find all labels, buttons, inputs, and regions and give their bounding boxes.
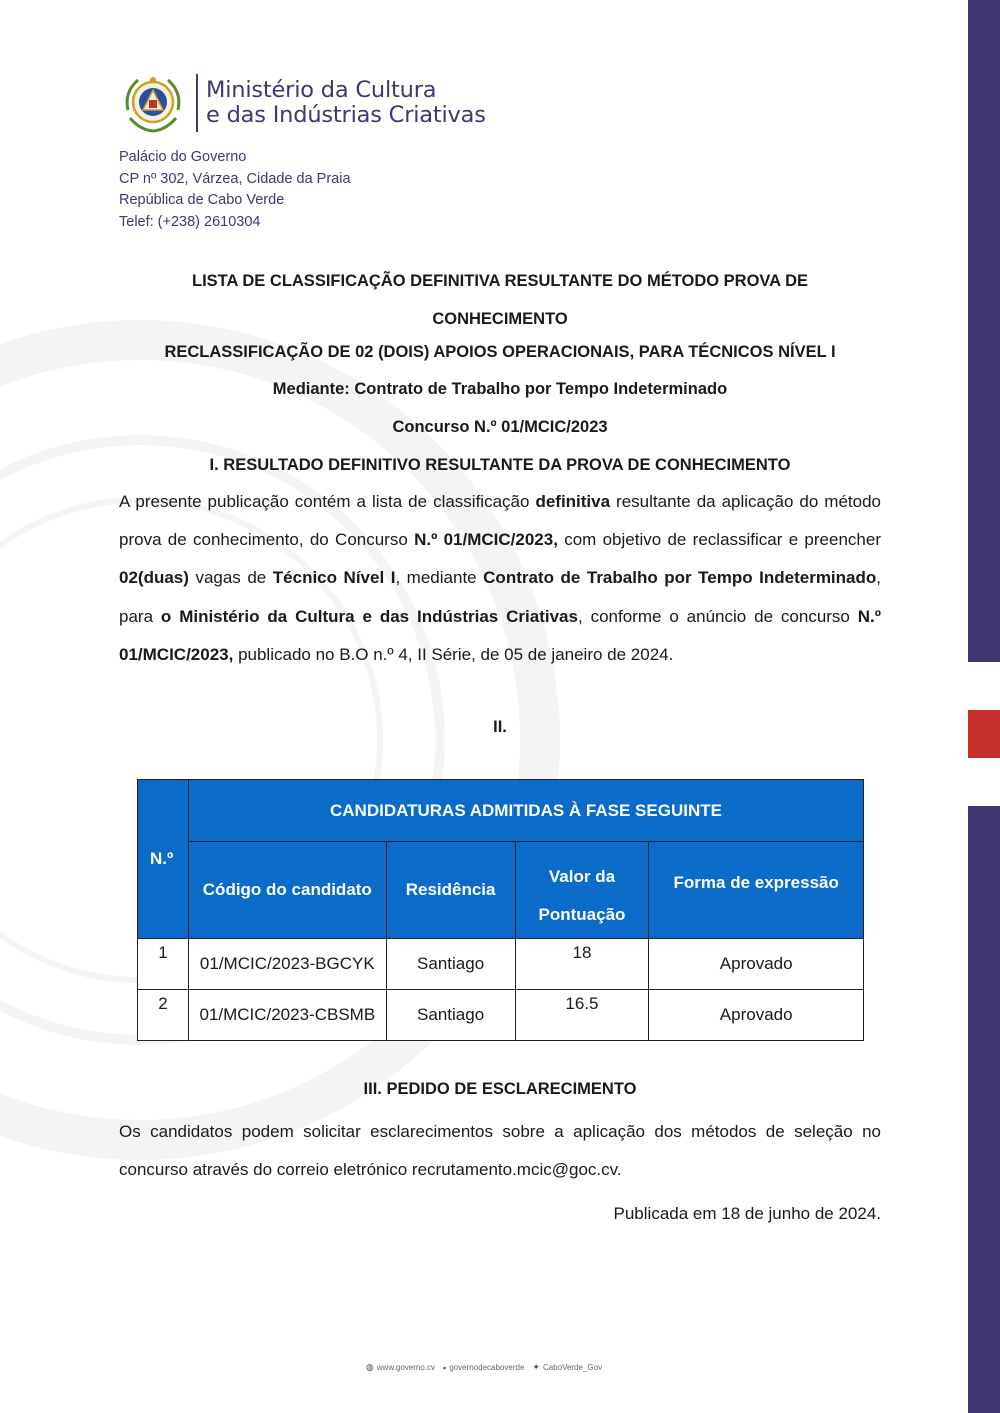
side-bar-top [968, 0, 1000, 662]
intro-bold: N.º 01/MCIC/2023, [119, 606, 881, 664]
clarification-paragraph: Os candidatos podem solicitar esclarecimentos sobre a aplicação dos métodos de seleção no concurso através do correio eletrónico recrutamento.mcic@goc.cv. [119, 1122, 881, 1180]
ministry-name [206, 78, 486, 128]
intro-bold: Contrato de Trabalho por Tempo Indeterminado [483, 568, 877, 588]
address-line: Telef: (+238) 2610304 [119, 213, 261, 230]
side-bar-bottom [968, 806, 1000, 1413]
section-heading-3: III. PEDIDO DE ESCLARECIMENTO [363, 1080, 637, 1098]
header-score-line1: Valor da [548, 867, 616, 886]
ministry-name-line1: Ministério da Cultura [206, 77, 437, 103]
intro-text: publicado no B.O n.º 4, II Série, de 05 de janeiro de 2024. [233, 644, 674, 664]
intro-text: , conforme o anúncio de concurso [577, 606, 858, 626]
ministry-name-line2: e das Indústrias Criativas [206, 102, 486, 128]
subtitle-contest: Concurso N.º 01/MCIC/2023 [392, 418, 608, 436]
cell-code: 01/MCIC/2023-CBSMB [188, 990, 386, 1041]
header-score-line2: Pontuação [538, 905, 626, 924]
section-heading-1: I. RESULTADO DEFINITIVO RESULTANTE DA PROVA DE CONHECIMENTO [209, 456, 791, 474]
results-table [137, 779, 864, 1041]
header-expression: Forma de expressão [649, 842, 864, 939]
cell-number: 1 [138, 939, 189, 990]
subtitle-reclassification: RECLASSIFICAÇÃO DE 02 (DOIS) APOIOS OPERACIONAIS, PARA TÉCNICOS NÍVEL I [164, 343, 836, 361]
cell-residence: Santiago [386, 939, 515, 990]
address-block [119, 147, 351, 233]
intro-paragraph [119, 483, 881, 674]
section-heading-2: II. [493, 718, 507, 736]
side-bar-red [968, 710, 1000, 758]
subtitle-contract: Mediante: Contrato de Trabalho por Tempo Indeterminado [272, 380, 728, 398]
footer-twitter[interactable] [532, 1362, 602, 1373]
header-residence: Residência [386, 842, 515, 939]
cell-expression: Aprovado [649, 990, 864, 1041]
intro-text: vagas de [188, 568, 273, 588]
table-row [138, 990, 864, 1041]
coat-of-arms-icon [120, 70, 186, 136]
document-title [119, 262, 881, 338]
cell-score: 16.5 [515, 990, 649, 1041]
footer-facebook-text: governodecaboverde [449, 1363, 525, 1372]
header-number: N.º [138, 780, 189, 939]
header-code: Código do candidato [188, 842, 386, 939]
footer-twitter-text: CaboVerde_Gov [542, 1363, 603, 1372]
twitter-icon: ✦ [532, 1362, 540, 1372]
footer-website-text: www.governo.cv [376, 1363, 436, 1372]
header-score [515, 842, 649, 939]
table-subheader-row [138, 842, 864, 939]
address-line: República de Cabo Verde [119, 192, 285, 208]
cell-code: 01/MCIC/2023-BGCYK [188, 939, 386, 990]
footer [0, 1362, 968, 1373]
intro-text: A presente publicação contém a lista de classificação [119, 492, 536, 511]
intro-bold: Técnico Nível I [272, 568, 396, 588]
title-line1: LISTA DE CLASSIFICAÇÃO DEFINITIVA RESULTANTE DO MÉTODO PROVA DE [191, 272, 808, 290]
intro-bold: N.º 01/MCIC/2023, [414, 530, 558, 550]
intro-text: resultante da aplicação do método prova de conhecimento, do Concurso [119, 492, 881, 550]
header-divider [196, 74, 198, 132]
cell-number: 2 [138, 990, 189, 1041]
cell-residence: Santiago [386, 990, 515, 1041]
cell-expression: Aprovado [649, 939, 864, 990]
footer-website[interactable] [366, 1362, 435, 1373]
footer-facebook[interactable] [443, 1363, 524, 1373]
title-line2: CONHECIMENTO [432, 310, 568, 328]
intro-text: , para [119, 568, 882, 626]
globe-icon: ◍ [365, 1362, 374, 1372]
intro-bold: o Ministério da Cultura e das Indústrias Criativas [160, 606, 578, 626]
facebook-icon: ▪ [443, 1362, 447, 1373]
ministry-header [120, 68, 486, 138]
table-row [138, 939, 864, 990]
intro-text: , mediante [395, 568, 484, 588]
intro-bold: definitiva [535, 492, 611, 511]
intro-text: com objetivo de reclassificar e preencher [557, 530, 881, 550]
table-header-row [138, 780, 864, 842]
publication-date: Publicada em 18 de junho de 2024. [613, 1204, 881, 1223]
address-line: Palácio do Governo [119, 149, 247, 165]
address-line: CP nº 302, Várzea, Cidade da Praia [119, 170, 351, 187]
cell-score: 18 [515, 939, 649, 990]
intro-bold: 02(duas) [119, 568, 189, 588]
header-group: CANDIDATURAS ADMITIDAS À FASE SEGUINTE [188, 780, 863, 842]
